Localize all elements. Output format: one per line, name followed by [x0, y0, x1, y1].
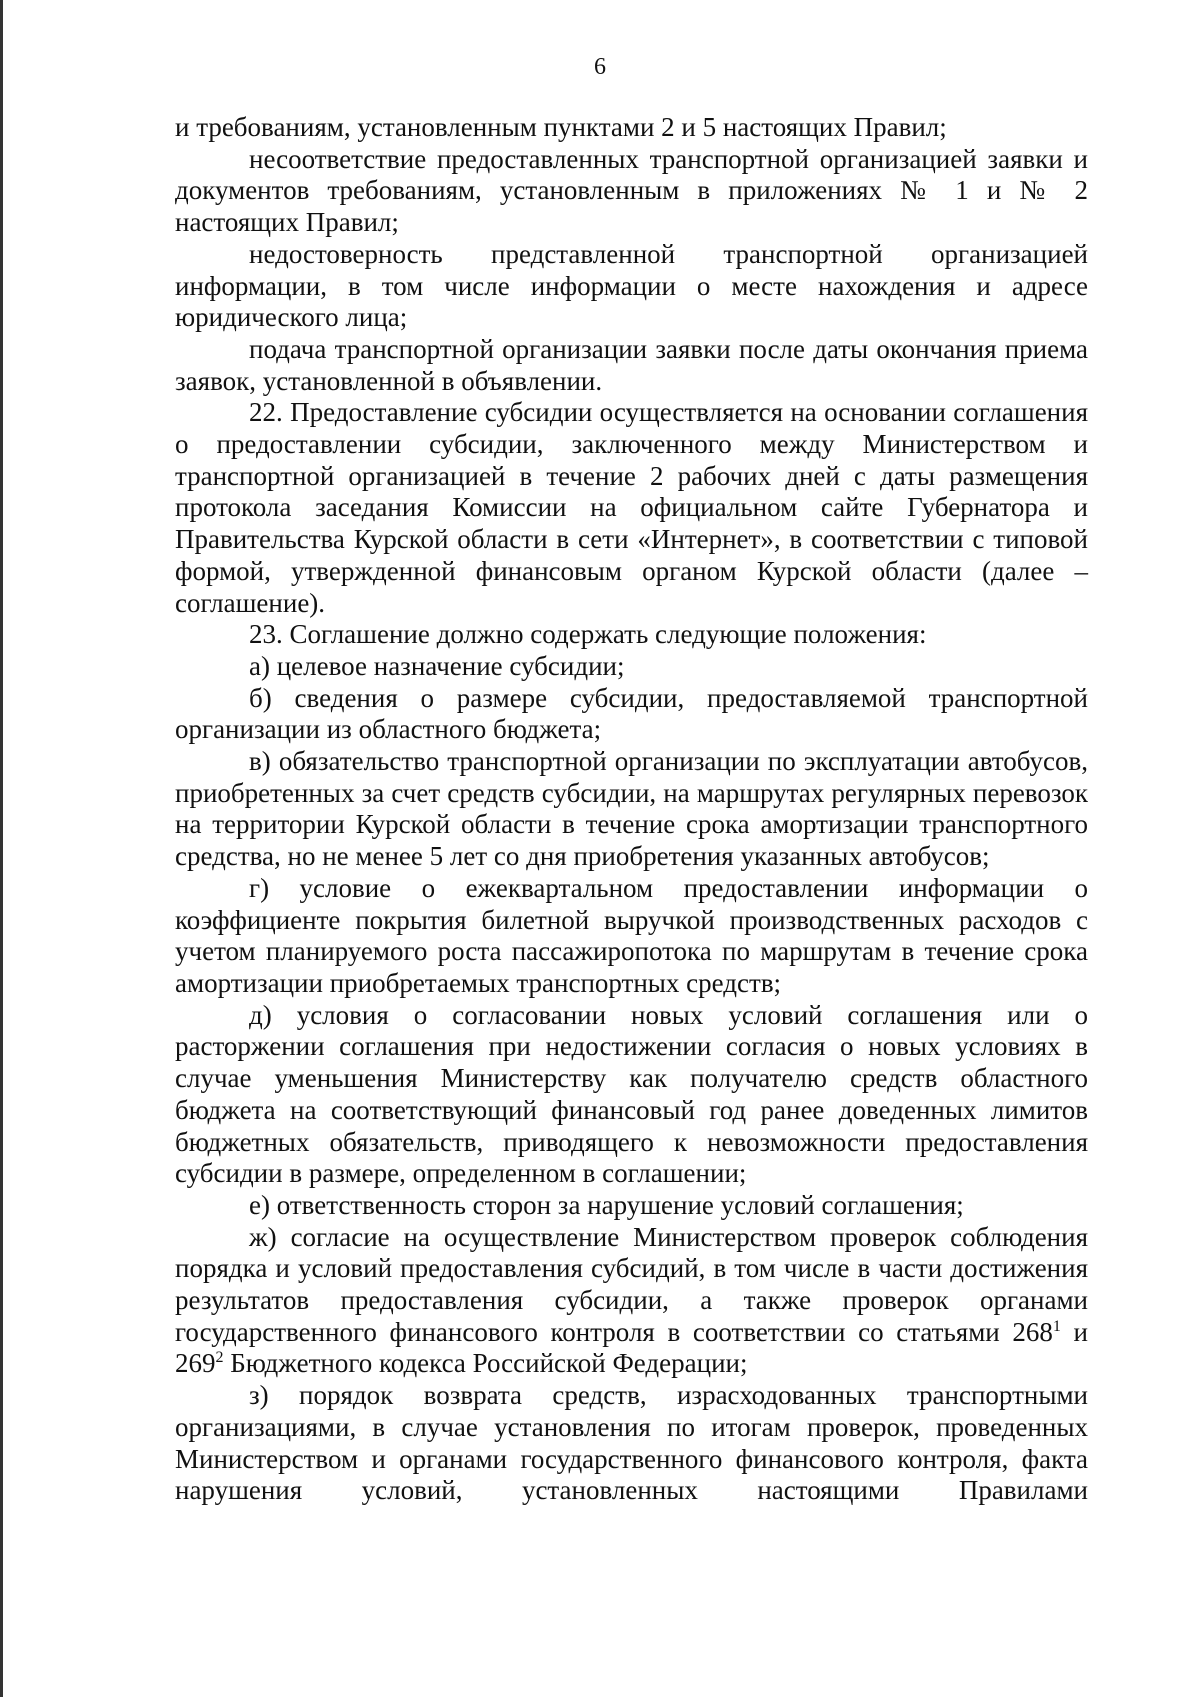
paragraph-late-submission: подача транспортной организации заявки после даты окончания приема заявок, установленной в объявлении. [175, 333, 1088, 396]
superscript-1: 1 [1052, 1317, 1061, 1335]
list-item-g: г) условие о ежеквартальном предоставлении информации о коэффициенте покрытия билетной выручкой производственных расходов с учетом планируемого роста пассажиропотока по маршрутам в течение срока амортизации приобретаемых транспортных средств; [175, 872, 1088, 998]
list-item-e: е) ответственность сторон за нарушение условий соглашения; [249, 1189, 964, 1220]
list-item-b: б) сведения о размере субсидии, предоставляемой транспортной организации из областного бюджета; [175, 682, 1088, 745]
list-item-zh-and: и 269 [175, 1316, 1088, 1379]
list-item-zh-end: Бюджетного кодекса Российской Федерации; [223, 1348, 748, 1379]
paragraph-unreliable-info: недостоверность представленной транспортной организацией информации, в том числе информации о месте нахождения и адресе юридического лица; [175, 238, 1088, 333]
page-number: 6 [594, 54, 606, 80]
paragraph-continuation: и требованиям, установленным пунктами 2 и 5 настоящих Правил; [175, 112, 947, 142]
list-item-v: в) обязательство транспортной организации по эксплуатации автобусов, приобретенных за счет средств субсидии, на маршрутах регулярных перевозок на территории Курской области в течение срока амортизации транспортного средства, но не менее 5 лет со дня приобретения указанных автобусов; [175, 746, 1088, 872]
list-item-z: з) порядок возврата средств, израсходованных транспортными организациями, в случае установления по итогам проверок, проведенных Министерством и органами государственного финансового контроля, факта нарушения условий, установленных настоящими Правилами [175, 1380, 1088, 1506]
scan-edge [0, 0, 3, 1697]
superscript-2: 2 [215, 1349, 224, 1367]
paragraph-23: 23. Соглашение должно содержать следующие положения: [249, 619, 927, 650]
paragraph-mismatch: несоответствие предоставленных транспортной организацией заявки и документов требованиям, установленным в приложениях № 1 и № 2 настоящих Правил; [175, 143, 1088, 238]
document-body [175, 112, 1088, 1507]
list-item-d: д) условия о согласовании новых условий соглашения или о расторжении соглашения при недостижении согласия о новых условиях в случае уменьшения Министерству как получателю средств областного бюджета на соответствующий финансовый год ранее доведенных лимитов бюджетных обязательств, приводящего к невозможности предоставления субсидии в размере, определенном в соглашении; [175, 999, 1088, 1189]
list-item-a: а) целевое назначение субсидии; [249, 650, 625, 681]
paragraph-22: 22. Предоставление субсидии осуществляется на основании соглашения о предоставлении субсидии, заключенного между Министерством и транспортной организацией в течение 2 рабочих дней с даты размещения протокола заседания Комиссии на официальном сайте Губернатора и Правительства Курской области в сети «Интернет», в соответствии с типовой формой, утвержденной финансовым органом Курской области (далее – соглашение). [175, 397, 1088, 618]
list-item-zh-text: ж) согласие на осуществление Министерством проверок соблюдения порядка и условий предоставления субсидий, в том числе в части достижения результатов предоставления субсидии, а также проверок органами государственного финансового контроля в соответствии со статьями 268 [175, 1221, 1088, 1347]
list-item-zh [175, 1222, 1088, 1381]
